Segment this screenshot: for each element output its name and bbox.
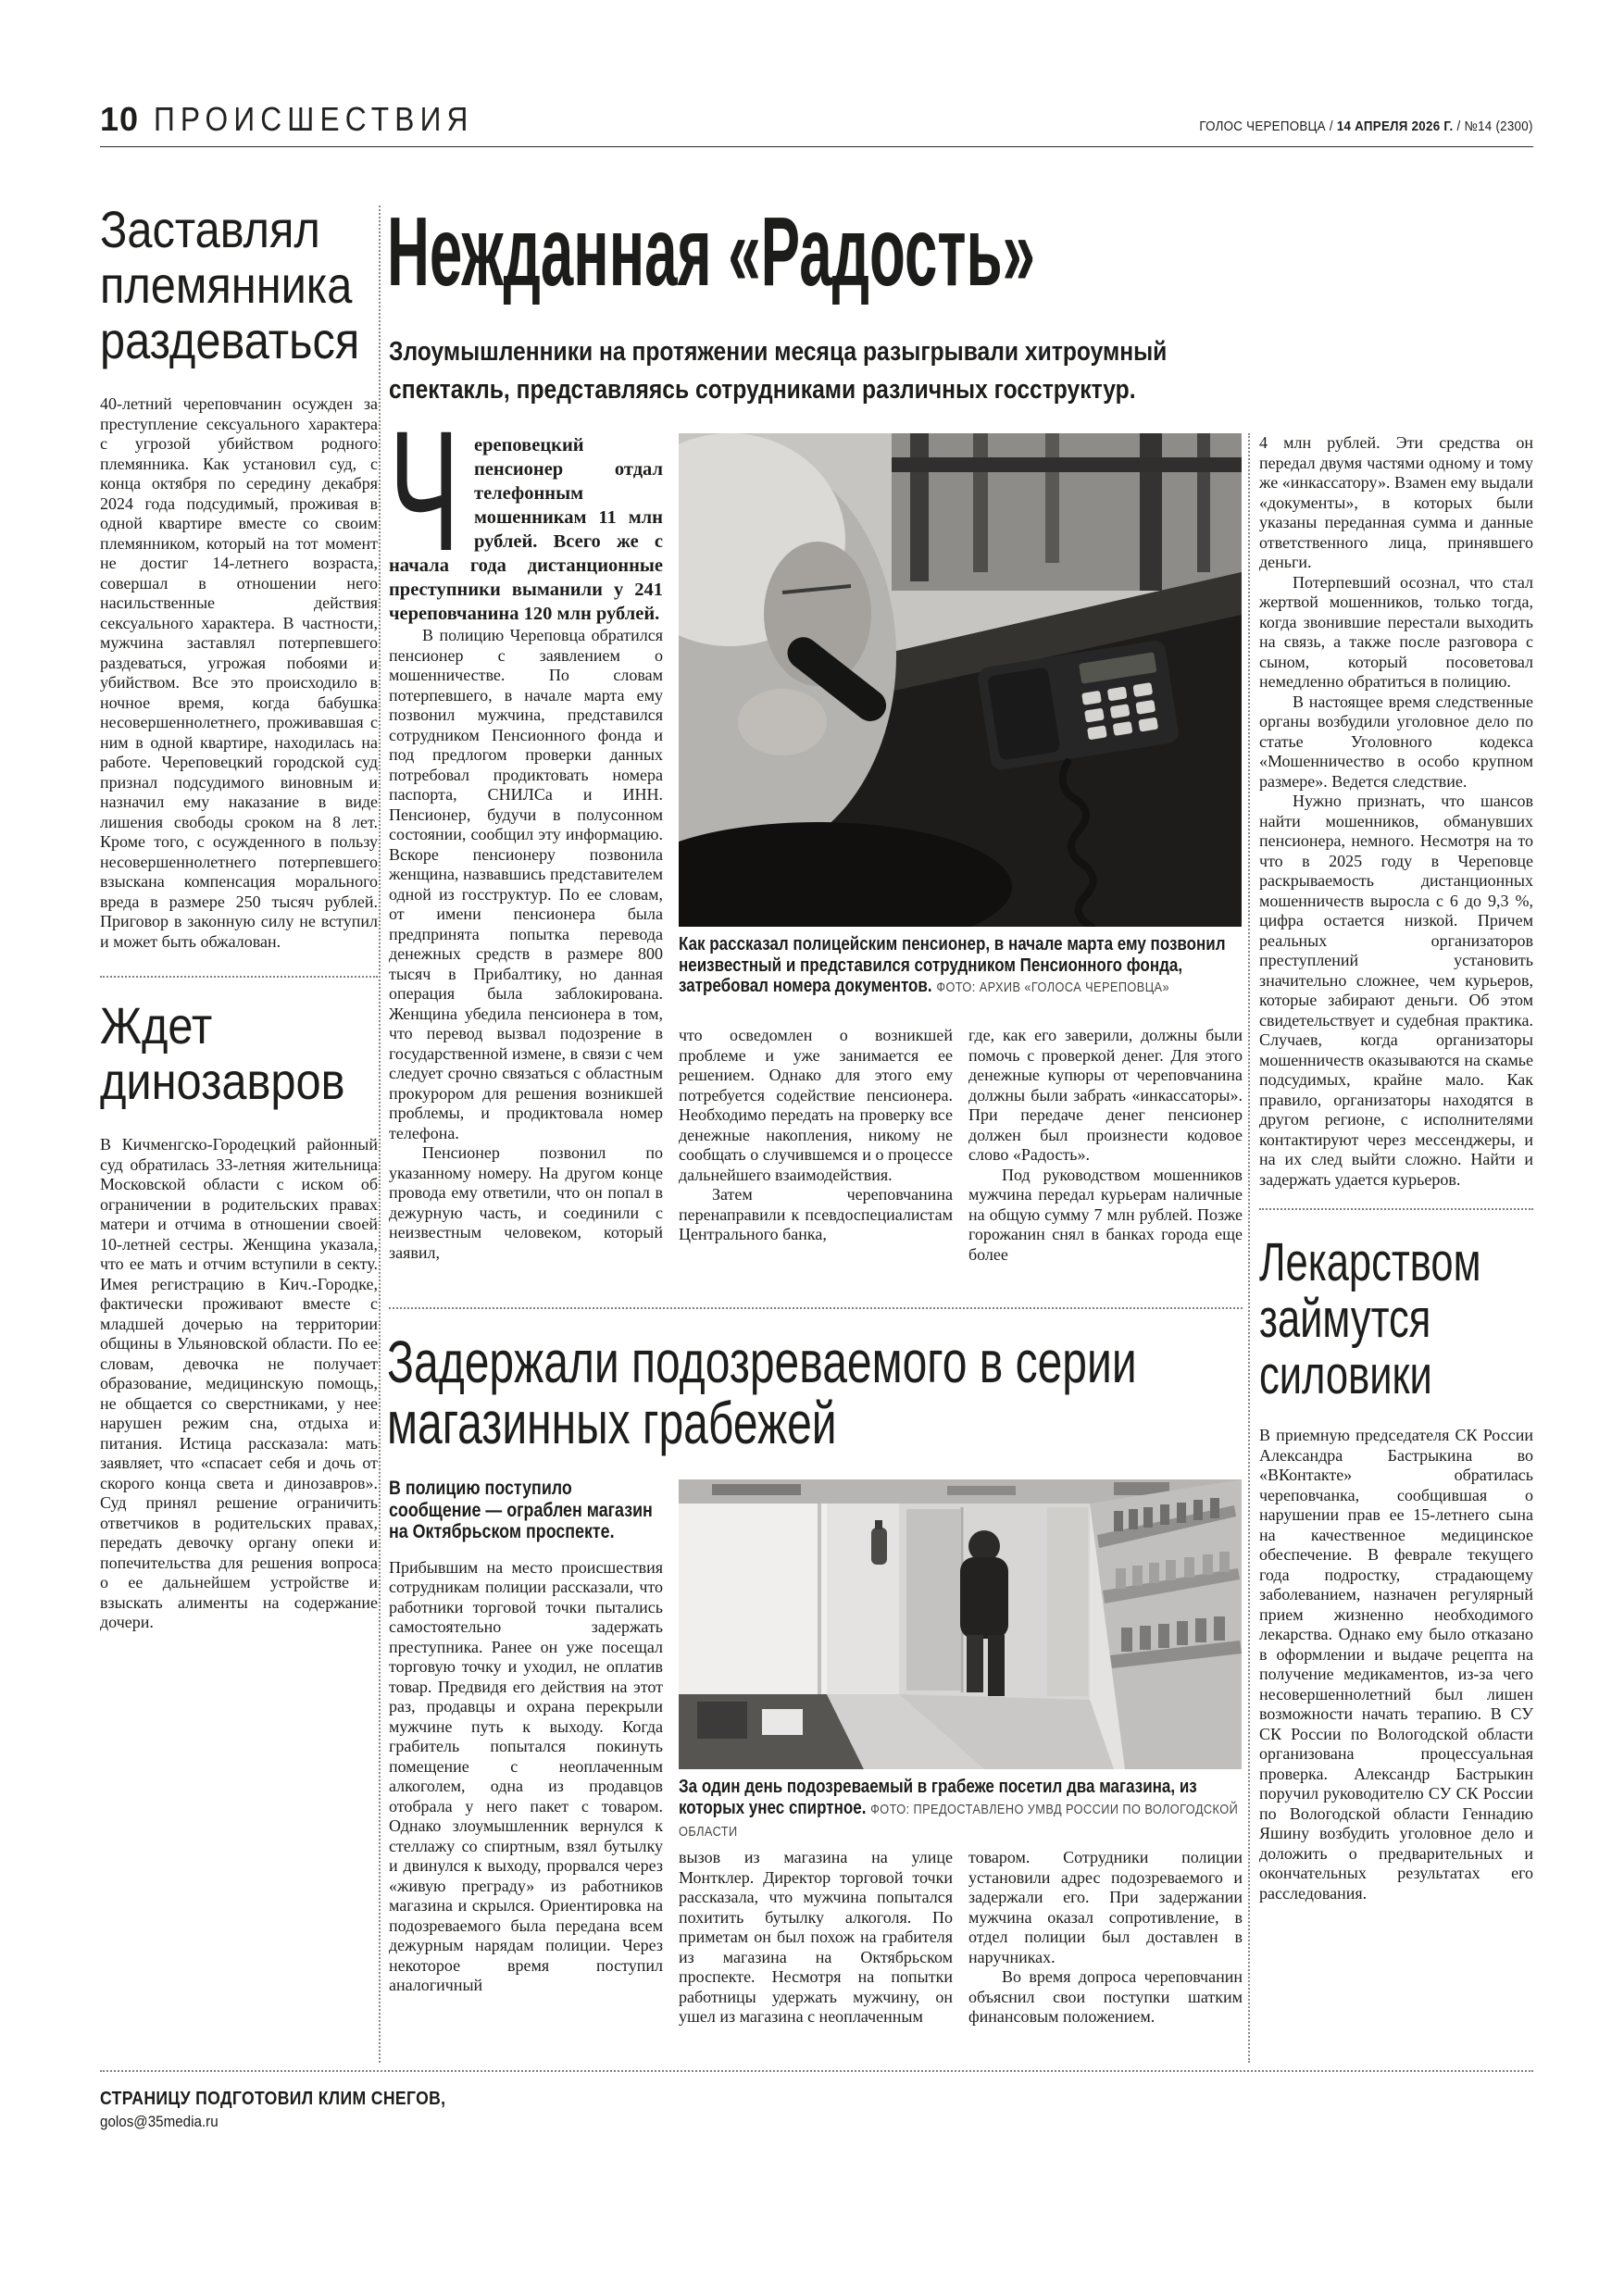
divider-footer xyxy=(100,2070,1533,2072)
sidebar-article1-body xyxy=(100,394,378,952)
sidebar-column xyxy=(100,202,378,1633)
main-paragraph: Пенсионер позвонил по указанному номеру. На другом конце провода ему ответили, что он попал в дежурную часть, и соединили с неизвестным человеком, который заявил, xyxy=(389,1143,663,1262)
article2-paragraph: Во время допроса череповчанин объяснил свои поступки шатким финансовым положением. xyxy=(968,1967,1243,2026)
sidebar-article2-paragraph: В Кичменгско-Городецкий районный суд обратилась 33-летняя жительница Московской области с иском об ограничении в родительских правах матери и отчима в отношении своей 10-летней сестры. Женщина указала, что ее мать и отчим вступили в секту. Имея регистрацию в Кич.-Городке, фактически проживают вместе с младшей дочерью на территории общины в Ульяновской области. По ее словам, девочка не получает образование, медицинскую помощь, не общается со сверстниками, у нее нарушен режим сна, отдыха и питания. Истица рассказала: мать заявляет, что «спасает себя и дочь от скорого конца света и динозавров». Суд принял решение ограничить ответчиков в родительских правах, передать девочку органу опеки и попечительства для решения вопроса о ее дальнейшем устройстве и взыскать алименты на содержание дочери. xyxy=(100,1135,378,1631)
article2-column-3 xyxy=(968,1848,1243,2028)
main-paragraph: Нужно признать, что шансов найти мошенников, обманувших пенсионера, немного. Несмотря на то что в 2025 году в Череповце раскрываемость дистанционных мошенничеств выросла с 6 до 9,3 %, цифра остается низкой. Причем реальных организаторов преступлений установить значительно сложнее, чем курьеров, которые забирают деньги. Об этом свидетельствует и судебная практика. Случаев, когда организаторы мошенничеств оказываются на скамье подсудимых, крайне мало. Как правило, организаторы находятся в другом регионе, с исполнителями контактируют через мессенджеры, и на их след выйти сложно. Найти и задержать удается курьеров. xyxy=(1259,792,1533,1189)
header-rule xyxy=(100,146,1533,147)
main-photo-figure xyxy=(679,433,1243,999)
issue-name: ГОЛОС ЧЕРЕПОВЦА / xyxy=(1199,119,1338,134)
caption-text: За один день подозреваемый в грабеже посетил два магазина, из которых унес спиртное. xyxy=(679,1777,1197,1818)
footer-email: golos@35media.ru xyxy=(100,2114,219,2130)
article2-column-2 xyxy=(679,1848,953,2028)
article2-headline: Задержали подозреваемого в серии магазинных грабежей xyxy=(387,1329,1137,1456)
main-column-4 xyxy=(1259,433,1533,1190)
article3-paragraph: В приемную председателя СК России Александра Бастрыкина во «ВКонтакте» обратилась череповчанка, сообщившая о нарушении прав ее 15-летнего сына на качественное медицинское обеспечение. В феврале текущего года подростку, страдающему заболеванием, назначен регулярный прием жизненно необходимого лекарства. Однако ему было отказано в оформлении и выдаче рецепта на получение медикаментов, из-за чего несовершеннолетний был лишен возможности начать терапию. В СУ СК России по Вологодской области организована процессуальная проверка. Александр Бастрыкин поручил руководителю СУ СК России по Вологодской области Геннадию Яшину возбудить уголовное дело и доложить о предварительных и окончательных результатах его расследования. xyxy=(1259,1426,1533,1903)
main-column-1 xyxy=(389,396,663,1263)
main-column-3 xyxy=(968,1026,1243,1265)
main-paragraph: что осведомлен о возникшей проблеме и уже занимается ее решением. Однако для этого ему потребуется содействие пенсионера. Необходимо передать на проверку все денежные накопления, никому не сообщать о случившемся и о процессе дальнейшего взаимодействия. xyxy=(679,1026,953,1184)
sidebar-article2-headline: Ждет динозавров xyxy=(100,996,345,1110)
right-column xyxy=(1259,433,1533,1903)
photo-credit: ФОТО: ПРЕДОСТАВЛЕНО УМВД РОССИИ ПО ВОЛОГОДСКОЙ ОБЛАСТИ xyxy=(679,1801,1239,1840)
main-lead xyxy=(389,396,663,626)
article3-headline: Лекарством займутся силовики xyxy=(1259,1232,1481,1405)
robbery-photo-figure xyxy=(679,1479,1243,1843)
main-paragraph: В полицию Череповца обратился пенсионер с заявлением о мошенничестве. По словам потерпевшего, в начале марта ему позвонил мужчина, представился сотрудником Пенсионного фонда и под предлогом проверки данных потребовал продиктовать номера паспорта, СНИЛСа и ИНН. Пенсионер, будучи в полусонном состоянии, сообщил эту информацию. Вскоре пенсионеру позвонила женщина, назвавшись представителем одной из госструктур. По ее словам, от имени пенсионера была предпринята попытка перевода денежных средств в размере 800 тысяч в Прибалтику, но данная операция была заблокирована. Женщина убедила пенсионера в том, что перевод вызвал подозрение в государственной измене, в связи с чем следует срочно связаться с областным прокурором для решения возникшей проблемы, и продиктовала номер телефона. xyxy=(389,626,663,1142)
main-paragraph: Под руководством мошенников мужчина передал курьерам наличные на общую сумму 7 млн рублей. Позже горожанин снял в банках города еще более xyxy=(968,1165,1243,1264)
page-header xyxy=(100,100,1533,139)
main-lead-text: ереповецкий пенсионер отдал телефонным мошенникам 11 млн рублей. Всего же с начала года дистанционные преступники выманили у 241 череповчанина 120 млн рублей. xyxy=(389,435,663,624)
issue-date: 14 АПРЕЛЯ 2026 Г. xyxy=(1337,119,1454,134)
caption-text: Как рассказал полицейским пенсионер, в начале марта ему позвонил неизвестный и представился сотрудником Пенсионного фонда, затребовал номера документов. xyxy=(679,934,1226,996)
photo-credit: ФОТО: АРХИВ «ГОЛОСА ЧЕРЕПОВЦА» xyxy=(936,980,1170,995)
article2-intro: В полицию поступило сообщение — ограблен магазин на Октябрьском проспекте. xyxy=(389,1478,653,1542)
article2-paragraph: Прибывшим на место происшествия сотрудникам полиции рассказали, что работники торговой точки пытались самостоятельно задержать преступника. Ранее он уже посещал торговую точку и уходил, не оплатив товар. Предвидя его действия на этот раз, продавцы и охрана перекрыли мужчине путь к выходу. Когда грабитель попытался покинуть помещение с неоплаченным алкоголем, одна из продавцов отобрала у него пакет с товаром. Однако злоумышленник вернулся к стеллажу со спиртным, взял бутылку и двинулся к выходу, прорвался через «живую преграду» из работников магазина и скрылся. Ориентировка на подозреваемого была передана всем дежурным нарядам полиции. Через некоторое время поступил аналогичный xyxy=(389,1557,663,1994)
article2-paragraph: вызов из магазина на улице Монтклер. Директор торговой точки рассказала, что мужчина попытался похитить бутылку алкоголя. По приметам он был похож на грабителя из магазина на Октябрьском проспекте. Несмотря на попытки работницы удержать мужчину, он ушел из магазина с неоплаченным xyxy=(679,1848,953,2026)
issue-info xyxy=(1200,119,1533,134)
article2-column-1 xyxy=(389,1478,663,1996)
sidebar-article2-body xyxy=(100,1135,378,1633)
divider-vertical-left xyxy=(379,206,381,2063)
main-paragraph: Потерпевший осознал, что стал жертвой мошенников, только тогда, когда звонившие перестали выходить на связь, а также после разговора с сыном, который посоветовал немедленно обратиться в полицию. xyxy=(1259,572,1533,691)
sidebar-article1-paragraph: 40-летний череповчанин осужден за преступление сексуального характера с угрозой убийством родного племянника. Как установил суд, с конца октября по середину декабря 2024 года подсудимый, проживая в одной квартире вместе со своим племянником, который на тот момент не достиг 14-летнего возраста, совершал в отношении него насильственные действия сексуального характера. В частности, мужчина заставлял потерпевшего раздеваться, угрожая побоями и убийством. Все это происходило в ночное время, когда бабушка несовершеннолетнего, проживавшая с ним в одной квартире, находилась на работе. Череповецкий городской суд признал подсудимого виновным и назначил ему наказание в виде лишения свободы сроком на 8 лет. Кроме того, с осужденного в пользу несовершеннолетнего потерпевшего взыскана компенсация морального вреда в размере 250 тысяч рублей. Приговор в законную силу не вступил и может быть обжалован. xyxy=(100,394,378,951)
footer-credit: СТРАНИЦУ ПОДГОТОВИЛ КЛИМ СНЕГОВ, xyxy=(100,2089,446,2109)
divider-main-article2 xyxy=(389,1307,1243,1309)
pensioner-phone-photo xyxy=(679,433,1242,927)
dropcap-letter: Ч xyxy=(389,396,460,587)
main-photo-caption xyxy=(679,934,1243,999)
page-footer xyxy=(100,2089,493,2131)
article3-body xyxy=(1259,1426,1533,1903)
robbery-cctv-photo xyxy=(679,1479,1242,1769)
main-column-2 xyxy=(679,1026,953,1245)
section-title: ПРОИСШЕСТВИЯ xyxy=(154,100,474,138)
sidebar-article1-headline: Заставлял племянника раздеваться xyxy=(100,200,360,369)
article2-paragraph: товаром. Сотрудники полиции установили адрес подозреваемого и задержали его. При задержании мужчина оказал сопротивление, в отдел полиции был доставлен в наручниках. xyxy=(968,1848,1243,1966)
main-paragraph: где, как его заверили, должны были помочь с проверкой денег. Для этого денежные купюры от череповчанина должны были забрать «инкассаторы». При передаче денег пенсионер должен был произнести кодовое слово «Радость». xyxy=(968,1026,1243,1164)
main-paragraph: 4 млн рублей. Эти средства он передал двумя частями одному и тому же «инкассатору». Взамен ему выдали «документы», в которых были указаны переданная сумма и данные ответственного лица, принявшего деньги. xyxy=(1259,433,1533,571)
article2-photo-caption xyxy=(679,1777,1243,1843)
main-paragraph: Затем череповчанина перенаправили к псевдоспециалистам Центрального банка, xyxy=(679,1185,953,1243)
main-standfirst: Злоумышленники на протяжении месяца разыгрывали хитроумный спектакль, представляясь сотрудниками различных госструктур. xyxy=(389,337,1168,405)
divider-sidebar xyxy=(100,976,378,978)
page-number: 10 xyxy=(100,100,140,138)
divider-vertical-right xyxy=(1248,433,1250,2063)
main-headline: Нежданная «Радость» xyxy=(387,197,1035,306)
issue-number: / №14 (2300) xyxy=(1453,119,1533,134)
divider-right-column xyxy=(1259,1208,1533,1210)
main-paragraph: В настоящее время следственные органы возбудили уголовное дело по статье Уголовного кодекса «Мошенничество в особо крупном размере». Ведется следствие. xyxy=(1259,692,1533,791)
